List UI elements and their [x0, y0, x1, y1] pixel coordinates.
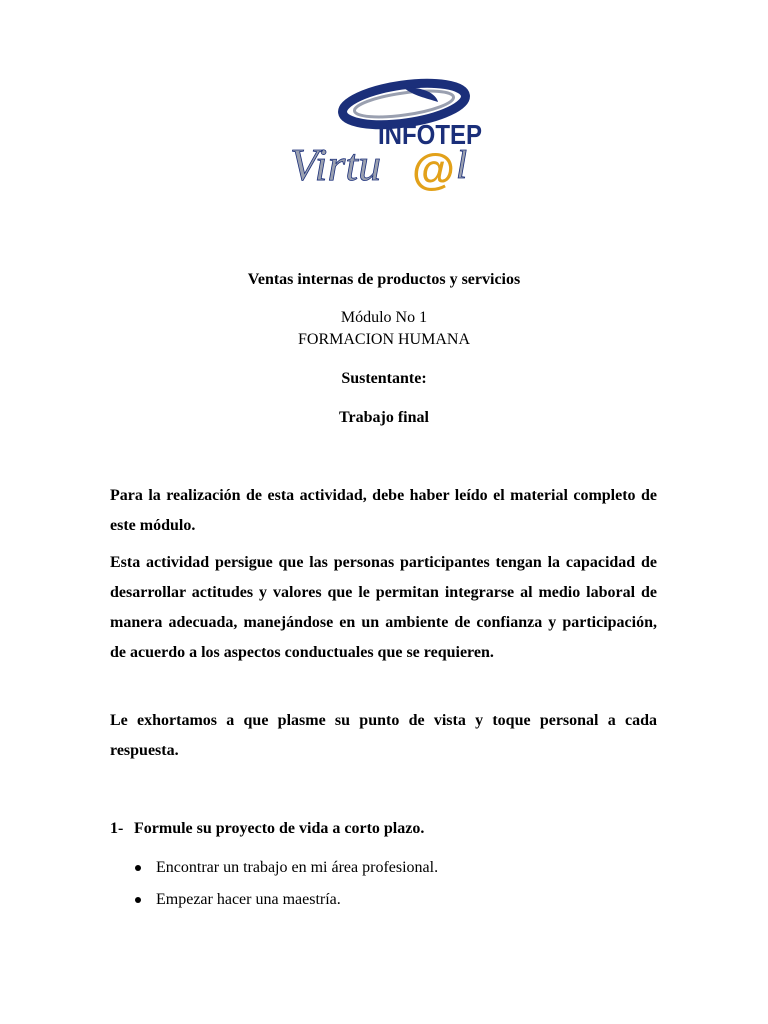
logo-at-symbol: @ [412, 145, 455, 194]
infotep-virtual-logo [286, 80, 486, 192]
question-number: 1- [110, 820, 124, 837]
bullet-icon [135, 897, 141, 903]
question-text: Formule su proyecto de vida a corto plazo. [134, 820, 425, 837]
list-item [132, 888, 438, 920]
logo-brand-text: INFOTEP [378, 119, 482, 150]
assignment-title: Trabajo final [339, 409, 429, 426]
bullet-icon [135, 865, 141, 871]
answer-list [132, 856, 438, 920]
course-title: Ventas internas de productos y servicios [247, 271, 521, 288]
answer-text: Encontrar un trabajo en mi área profesional. [156, 859, 439, 876]
module-name: FORMACION HUMANA [297, 331, 470, 348]
answer-text: Empezar hacer una maestría. [156, 891, 341, 908]
question-1 [110, 818, 424, 840]
logo-script-end: l [456, 142, 468, 187]
list-item [132, 856, 438, 888]
module-number: Módulo No 1 [340, 309, 428, 326]
instruction-paragraph-3: Le exhortamos a que plasme su punto de vista y toque personal a cada respuesta. [110, 712, 657, 759]
presenter-label: Sustentante: [341, 370, 427, 387]
instruction-paragraph-2: Esta actividad persigue que las personas participantes tengan la capacidad de desarrollar actitudes y valores que le permitan integrarse al medio laboral de manera adecuada, manejándose en un ambiente de confianza y participación, de acuerdo a los aspectos conductuales que se requieren. [110, 554, 657, 661]
logo-script-text: Virtu [290, 139, 382, 190]
instruction-paragraph-1: Para la realización de esta actividad, debe haber leído el material completo de este módulo. [110, 487, 657, 534]
